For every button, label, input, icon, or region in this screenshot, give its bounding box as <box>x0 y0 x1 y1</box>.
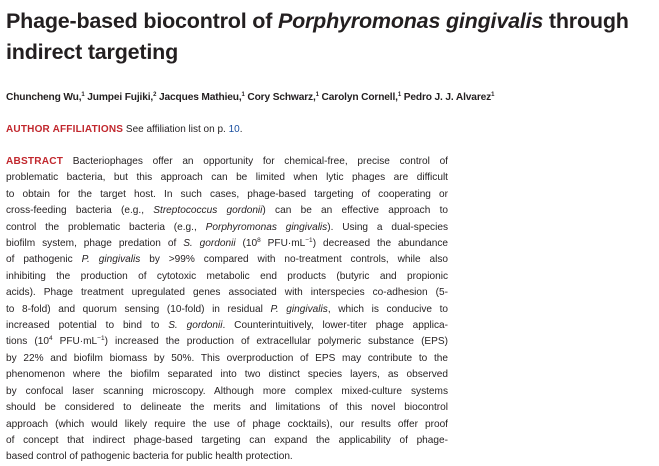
abstract-line <box>6 220 448 236</box>
author-name: Pedro J. J. Alvarez <box>403 92 492 103</box>
author-list <box>6 92 494 103</box>
abstract <box>6 154 448 466</box>
abstract-text: ) increased the production of extracellular polymeric substance (EPS) <box>104 336 448 348</box>
abstract-line <box>6 351 448 367</box>
abstract-line <box>6 203 448 219</box>
abstract-text: ). Using a dual-species <box>327 221 449 233</box>
abstract-line <box>6 433 448 449</box>
abstract-text: to 8-fold) and quorum sensing (10-fold) in residual <box>6 303 271 315</box>
abstract-text: . Counterintuitively, lower-titer phage applica- <box>222 320 448 332</box>
abstract-text: control the problematic bacteria (e.g., <box>6 221 206 233</box>
abstract-text: problematic bacteria, but this approach can be limited when lytic phages are difficult <box>6 172 448 184</box>
affiliations-text: See affiliation list on p. <box>125 124 229 135</box>
abstract-text: , which is conducive to <box>327 303 448 315</box>
abstract-text: approach (which would likely require the use of phage cocktails), our results offer proof <box>6 418 448 430</box>
author-name: Chuncheng Wu, <box>6 92 82 103</box>
abstract-text: Bacteriophages offer an opportunity for chemical-free, precise control of <box>63 156 448 167</box>
abstract-line <box>6 449 448 465</box>
abstract-text: increased potential to bind to <box>6 320 169 332</box>
abstract-line <box>6 236 448 252</box>
abstract-text: (10 <box>235 238 258 250</box>
abstract-text: ) can be an effective approach to <box>262 205 448 217</box>
abstract-line <box>6 367 448 383</box>
abstract-line <box>6 417 448 433</box>
abstract-line <box>6 400 448 416</box>
abstract-line <box>6 384 448 400</box>
abstract-text: cross-feeding bacteria (e.g., <box>6 205 154 217</box>
abstract-italic-term: Porphyromonas gingivalis <box>205 221 328 233</box>
abstract-text: ) decreased the abundance <box>312 238 448 250</box>
abstract-superscript: −1 <box>305 237 313 245</box>
abstract-italic-term: P. gingivalis <box>270 303 328 315</box>
author-affiliations <box>6 124 242 135</box>
abstract-line <box>6 318 448 334</box>
abstract-text: based control of pathogenic bacteria for public health protection. <box>6 451 293 463</box>
abstract-italic-term: Streptococcus gordonii <box>153 205 263 217</box>
abstract-italic-term: S. gordonii <box>183 238 236 250</box>
author-affiliation-number: 1 <box>315 92 319 98</box>
author-name: Cory Schwarz, <box>247 92 316 103</box>
abstract-text: acids). Phage treatment upregulated genes associated with interspecies co-adhesion (5- <box>6 287 448 299</box>
affiliations-label: AUTHOR AFFILIATIONS <box>6 124 124 135</box>
title-part1: Phage-based biocontrol of <box>6 9 278 33</box>
abstract-text: inhibiting the production of cytotoxic metabolic end products (butyric and propionic <box>6 270 448 282</box>
author-affiliation-number: 1 <box>241 92 245 98</box>
abstract-superscript: −1 <box>97 335 105 343</box>
abstract-text: phenomenon where the biofilm separated into two distinct species layers, as observed <box>6 369 448 381</box>
abstract-text: by 22% and biofilm biomass by 50%. This overproduction of EPS may contribute to the <box>6 352 448 364</box>
abstract-line <box>6 285 448 301</box>
article-title <box>6 6 654 68</box>
abstract-text: by confocal laser scanning microscopy. Although more complex mixed-culture systems <box>6 385 448 397</box>
abstract-text: by >99% compared with no-treatment controls, while also <box>140 254 449 266</box>
abstract-text: biofilm system, phage predation of <box>6 238 184 250</box>
abstract-superscript: 4 <box>48 335 53 343</box>
affiliations-page-link[interactable]: 10 <box>228 124 240 135</box>
title-species: Porphyromonas gingivalis <box>277 9 544 33</box>
author-name: Jacques Mathieu, <box>159 92 242 103</box>
affiliations-end: . <box>239 124 243 135</box>
abstract-text: of pathogenic <box>6 254 82 266</box>
author-affiliation-number: 1 <box>81 92 85 98</box>
author-affiliation-number: 2 <box>153 92 157 98</box>
abstract-line <box>6 187 448 203</box>
abstract-text: to obtain for the target host. In such cases, phage-based targeting of cooperating or <box>6 188 448 200</box>
title-line2: indirect targeting <box>6 40 179 64</box>
abstract-line <box>6 252 448 268</box>
abstract-line <box>6 154 448 170</box>
abstract-text: should be considered to delineate the merits and limitations of this novel biocontrol <box>6 402 448 414</box>
author-affiliation-number: 1 <box>397 92 402 98</box>
author-name: Jumpei Fujiki, <box>87 92 154 103</box>
author-affiliation-number: 1 <box>491 92 495 98</box>
abstract-superscript: 8 <box>257 237 261 245</box>
title-part2: through <box>543 9 629 33</box>
abstract-text: tions (10 <box>6 336 49 348</box>
abstract-italic-term: P. gingivalis <box>81 254 141 266</box>
abstract-line <box>6 269 448 285</box>
abstract-line <box>6 334 448 350</box>
abstract-label: ABSTRACT <box>6 156 64 167</box>
abstract-italic-term: S. gordonii <box>168 320 223 332</box>
abstract-text: of concept that indirect phage-based targeting can expand the applicability of phage- <box>6 434 448 446</box>
abstract-line <box>6 170 448 186</box>
abstract-text: PFU·mL <box>260 238 306 250</box>
abstract-text: PFU·mL <box>52 336 98 348</box>
author-name: Carolyn Cornell, <box>321 92 398 103</box>
abstract-line <box>6 302 448 318</box>
